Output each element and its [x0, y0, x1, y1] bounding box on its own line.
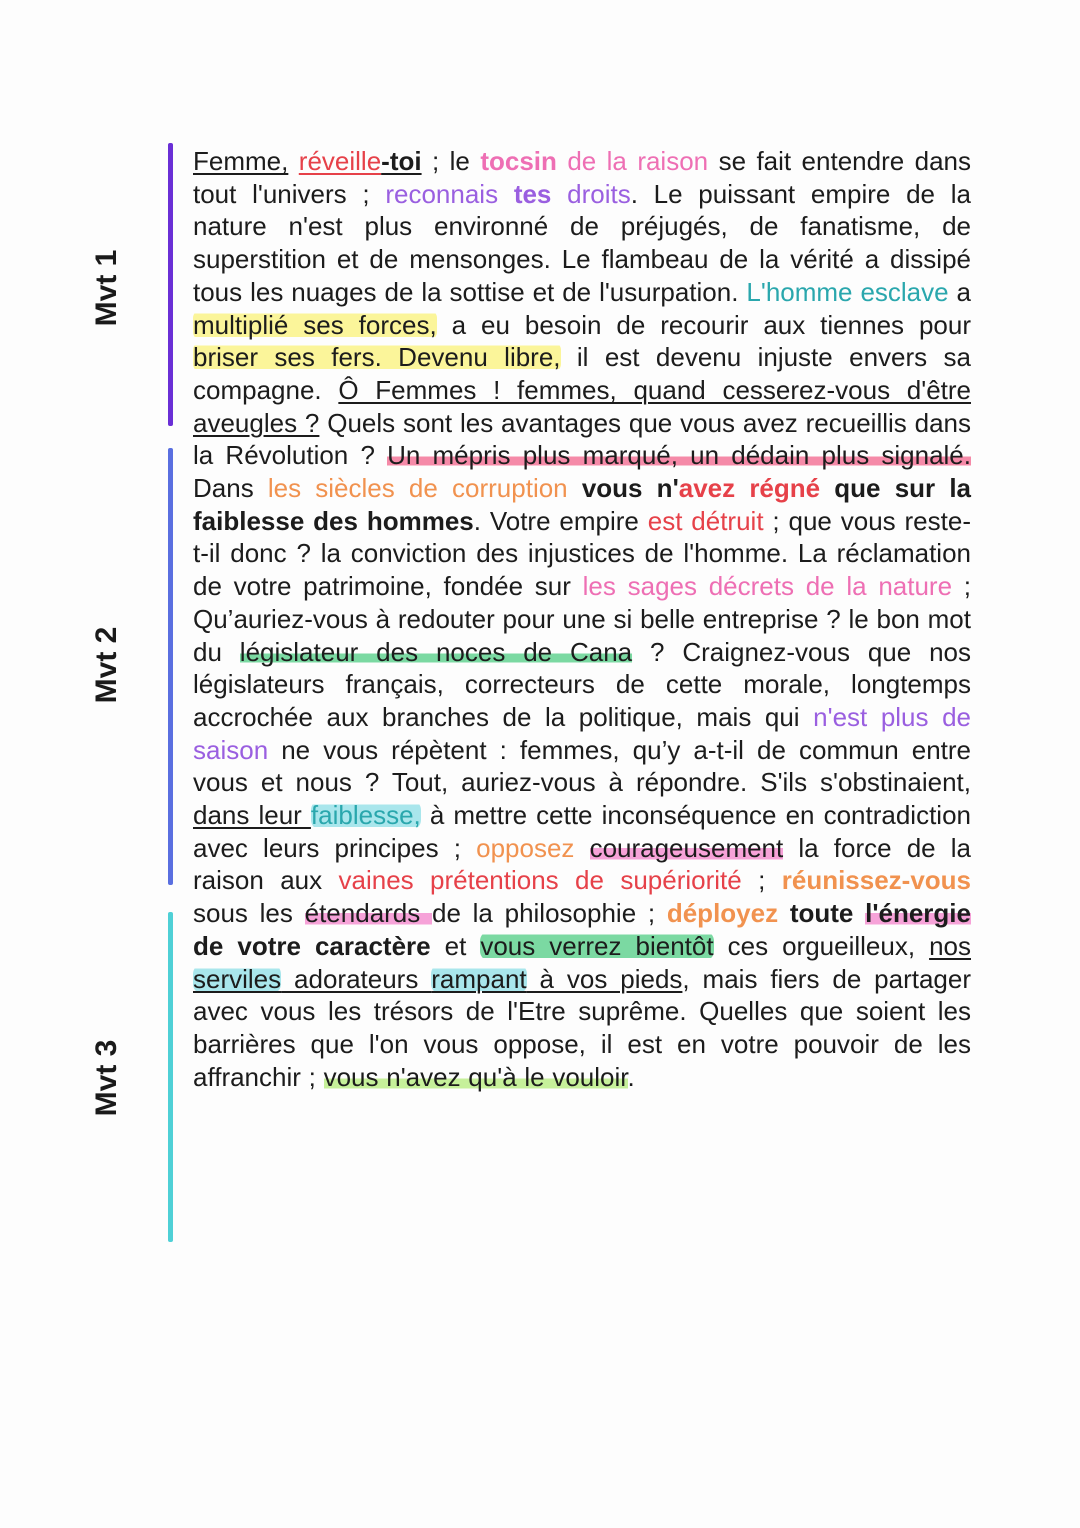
text-span: de votre caractère [193, 930, 431, 961]
text-span: ; que vous reste-t-il donc ? la conviction des injustices de l'homme. La réclamation de votre patrimoine, fondée sur [193, 505, 971, 602]
text-span: la force de la raison aux [193, 832, 971, 896]
text-span: vous n' [567, 473, 679, 504]
text-span: toute [778, 898, 866, 929]
text-span: dans leur [193, 800, 311, 831]
movement-2-bar [168, 448, 173, 885]
movement-1-bar [168, 143, 173, 426]
text-span: il est devenu injuste envers sa compagne. [193, 342, 971, 405]
text-span: et [430, 930, 481, 961]
text-span: . [627, 1061, 635, 1092]
text-span: ; Qu’auriez-vous à redouter pour une si belle entreprise ? le bon mot du [193, 571, 971, 667]
text-span: tocsin [480, 146, 557, 176]
text-span: législateur des noces de Cana [239, 636, 633, 667]
movement-3-bar [168, 912, 173, 1242]
text-span: a [948, 276, 972, 307]
text-span: que sur la faiblesse des hommes [193, 473, 972, 536]
text-span: sous les [193, 898, 305, 929]
text-span: à vos pieds [526, 963, 683, 994]
text-span: ? Craignez-vous que nos législateurs français, correcteurs de cette morale, longtemps accrochée aux branches de la politique, mais qui [193, 636, 971, 732]
text-span: Quels sont les avantages que vous avez recueillis dans la Révolution ? [193, 407, 971, 471]
text-span: Ô Femmes ! femmes, quand cesserez-vous d'être aveugles ? [193, 374, 971, 438]
text-span: nos [929, 930, 971, 961]
text-span: opposez [476, 832, 590, 863]
text-span: a eu besoin de recourir aux tiennes pour [436, 309, 971, 340]
text-span: briser ses fers. Devenu libre, [193, 342, 561, 373]
text-span: à mettre cette inconséquence en contradiction avec leurs principes ; [193, 800, 972, 863]
text-span: L'homme esclave [746, 276, 949, 307]
text-span: réveille [298, 146, 382, 176]
text-span: ne vous répètent : femmes, qu’y a-t-il de commun entre vous et nous ? Tout, auriez-vous à répondre. S'ils s'obstinaient, [193, 734, 971, 798]
text-span: courageusement [589, 832, 784, 863]
text-span: vaines prétentions de supériorité [338, 865, 742, 896]
text-span: ces orgueilleux, [713, 930, 930, 961]
text-span: adorateurs [281, 963, 432, 994]
text-span: ; [741, 865, 782, 896]
text-span: déployez [666, 898, 779, 929]
text-span: Dans [193, 473, 268, 504]
text-span: n'est plus de saison [193, 701, 972, 765]
text-span: étendards [304, 898, 432, 929]
text-span: est détruit [647, 505, 764, 536]
text-span: faiblesse, [310, 800, 421, 831]
text-span: Un mépris plus marqué, un dédain plus signalé. [387, 440, 971, 471]
text-span: de la philosophie ; [432, 898, 667, 929]
text-span: les sages décrets de la nature [582, 571, 953, 602]
text-span: serviles [193, 963, 282, 994]
text-span: , mais fiers de partager avec vous les trésors de l'Etre suprême. Quelles que soient les barrières que l'on vous oppose, il est en votre pouvoir de les affranchir ; [193, 963, 972, 1092]
text-span: vous verrez bientôt [480, 930, 714, 961]
text-span: se fait entendre dans tout l'univers ; [193, 146, 971, 209]
text-span: droits [551, 178, 631, 209]
text-span: tes [513, 178, 552, 209]
text-span: ; le [421, 146, 481, 176]
text-span: reconnais [385, 178, 514, 209]
text-span: réunissez-vous [781, 865, 972, 896]
text-span: avez régné [678, 473, 821, 504]
text-span: rampant [431, 963, 527, 994]
text-span: . Votre empire [473, 505, 648, 536]
text-span: multiplié ses forces, [193, 309, 437, 340]
text-span: Femme, [193, 146, 289, 176]
text-span: . Le puissant empire de la nature n'est plus environné de préjugés, de fanatisme, de superstition et de mensonges. Le flambeau de la vérité a dissipé tous les nuages de la sottise et de l'usurpation. [193, 178, 971, 307]
annotated-text [193, 145, 971, 1093]
text-span: -toi [381, 146, 422, 176]
text-span: de la raison [556, 146, 709, 176]
text-span: l'énergie [865, 898, 971, 929]
text-span: les siècles de corruption [267, 473, 568, 504]
text-span: vous n'avez qu'à le vouloir [323, 1061, 628, 1092]
